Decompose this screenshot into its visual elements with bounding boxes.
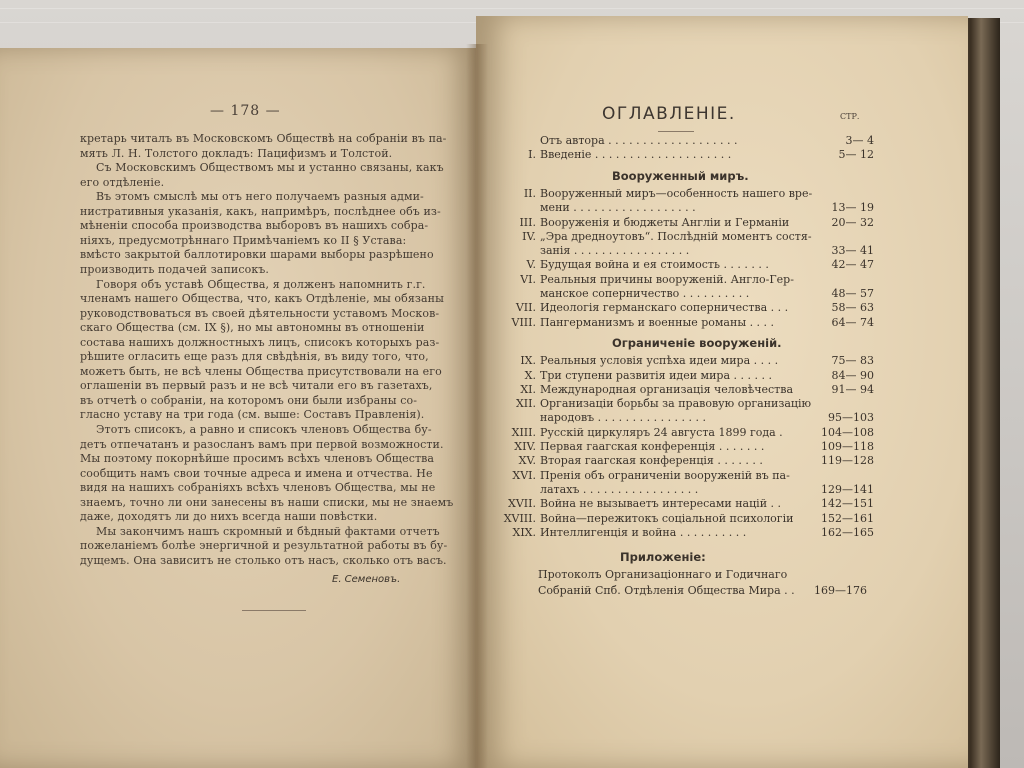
toc-entry (506, 230, 874, 244)
page-range: 33— 41 (831, 244, 874, 258)
chapter-title-cont: народовъ . . . . . . . . . . . . . . . . (540, 411, 707, 425)
chapter-title: Вооруженный миръ—особенность нашего вре- (540, 186, 813, 200)
text-line: пожеланіемъ болѣе энергичной и результатной работы въ бу- (80, 539, 448, 553)
toc-entry-continuation (506, 287, 874, 301)
text-line: членамъ нашего Общества, что, какъ Отдѣленіе, мы обязаны (80, 292, 444, 306)
page-range: 58— 63 (831, 301, 874, 315)
page-range: 104—108 (821, 425, 874, 439)
chapter-title: Война не вызываетъ интересами націй . . (540, 497, 782, 511)
page-range: 162—165 (821, 525, 874, 539)
chapter-title: Вооруженія и бюджеты Англіи и Германіи (540, 215, 790, 229)
toc-entry (506, 383, 874, 397)
text-line: Съ Московскимъ Обществомъ мы и устанно связаны, какъ (96, 161, 444, 175)
text-line: нистративныя указанія, какъ, напримѣръ, послѣднее объ из- (80, 204, 441, 218)
chapter-title: Война—пережитокъ соціальной психологіи (540, 511, 794, 525)
text-line: видя на нашихъ собраніяхъ всѣхъ членовъ Общества, мы не (80, 481, 436, 495)
toc-entry (506, 397, 874, 411)
text-line: знаемъ, точно ли они занесены въ наши списки, мы не знаемъ (80, 495, 454, 509)
toc-title: ОГЛАВЛЕНІЕ. (602, 104, 736, 124)
page-range: 142—151 (821, 497, 874, 511)
toc-entry-continuation (506, 201, 874, 215)
chapter-title: Интеллигенція и война . . . . . . . . . . (540, 525, 747, 539)
toc-entry (506, 148, 874, 162)
book-gutter (466, 44, 488, 768)
page-range: 3— 4 (845, 134, 874, 147)
toc-entry-continuation (506, 483, 874, 497)
chapter-title: Русскій циркуляръ 24 августа 1899 года . (540, 425, 783, 439)
chapter-title: Пренія объ ограниченіи вооруженій въ па- (540, 468, 790, 482)
text-line: сообщить намъ свои точные адреса и имена и отчества. Не (80, 466, 433, 480)
chapter-title: Идеологія германскаго соперничества . . . (540, 301, 789, 315)
chapter-number: XIX. (512, 525, 536, 539)
chapter-number: XV. (518, 454, 536, 468)
chapter-title: „Эра дредноутовъ“. Послѣдній моментъ состя- (540, 229, 812, 243)
page-column-label: СТР. (840, 112, 860, 121)
toc-entry (506, 354, 874, 368)
section-heading: Ограниченіе вооруженій. (612, 335, 782, 350)
page-range: 75— 83 (831, 354, 874, 368)
chapter-number: I. (528, 148, 536, 162)
chapter-title-cont: мени . . . . . . . . . . . . . . . . . . (540, 201, 696, 215)
toc-entry (506, 258, 874, 272)
page-range: 13— 19 (831, 201, 874, 215)
text-line: Мы закончимъ нашъ скромный и бѣдный фактами отчетъ (96, 524, 440, 538)
chapter-number: XIV. (514, 440, 536, 453)
page-range: 109—118 (821, 440, 874, 453)
text-line: производить подачей записокъ. (80, 262, 269, 276)
text-line: мять Л. Н. Толстого докладъ: Пацифизмъ и Толстой. (80, 146, 393, 160)
chapter-number: XVI. (512, 468, 536, 482)
toc-entry (506, 497, 874, 511)
text-line: мѣненіи способа производства выборовъ въ нашихъ собра- (80, 219, 429, 233)
text-line: оглашеніи въ первый разъ и не всѣ читали его въ газетахъ, (80, 379, 433, 393)
chapter-number: V. (526, 258, 536, 272)
chapter-title: Реальныя условія успѣха идеи мира . . . . (540, 354, 779, 368)
toc-entry-continuation (506, 411, 874, 425)
chapter-title: Пангерманизмъ и военные романы . . . . (540, 315, 775, 329)
page-range: 42— 47 (831, 258, 874, 272)
text-line: состава нашихъ должностныхъ лицъ, списокъ которыхъ раз- (80, 335, 440, 349)
text-line: можетъ быть, не всѣ члены Общества присутствовали на его (80, 364, 442, 378)
appendix-line: Собраній Спб. Отдѣленія Общества Мира . . (538, 583, 795, 597)
text-line: Мы поэтому покорнѣйше просимъ всѣхъ членовъ Общества (80, 452, 435, 466)
chapter-number: XIII. (511, 425, 536, 439)
appendix-line: Протоколъ Организаціоннаго и Годичнаго (538, 568, 788, 582)
page-range: 84— 90 (831, 368, 874, 382)
toc-entry (506, 454, 874, 468)
page-range: 20— 32 (831, 215, 874, 229)
toc-entry (506, 526, 874, 540)
text-line: детъ отпечатанъ и разосланъ вамъ при первой возможности. (80, 437, 444, 451)
page-range: 119—128 (821, 454, 874, 468)
chapter-title: Три ступени развитія идеи мира . . . . . . (540, 368, 772, 382)
chapter-number: XVIII. (503, 511, 536, 525)
signature: Е. Семеновъ. (332, 574, 401, 585)
chapter-title-cont: манское соперничество . . . . . . . . . . (540, 287, 750, 300)
chapter-number: XII. (515, 397, 536, 411)
chapter-title: Введеніе . . . . . . . . . . . . . . . . . . . . (540, 148, 732, 162)
page-range: 91— 94 (831, 382, 874, 396)
chapter-number: X. (524, 368, 536, 382)
chapter-number: IV. (522, 229, 536, 243)
page-range: 152—161 (821, 511, 874, 525)
text-line: въ отчетѣ о собраніи, на которомъ они были избраны со- (80, 393, 418, 407)
chapter-number: II. (523, 186, 536, 200)
appendix-page-range: 169—176 (814, 583, 867, 597)
chapter-title: Отъ автора . . . . . . . . . . . . . . . . . . . (540, 134, 738, 147)
chapter-title: Первая гаагская конференція . . . . . . . (540, 440, 765, 453)
text-line: Говоря объ уставѣ Общества, я долженъ напомнить г.г. (96, 277, 426, 291)
text-line: ніяхъ, предусмотрѣннаго Примѣчаніемъ ко II § Устава: (80, 233, 407, 247)
text-line: дущемъ. Она зависитъ не столько отъ насъ, сколько отъ васъ. (80, 553, 447, 567)
chapter-number: VIII. (511, 315, 536, 329)
text-line: руководствоваться въ своей дѣятельности уставомъ Москов- (80, 306, 440, 320)
section-heading: Вооруженный миръ. (612, 168, 749, 183)
text-line: вмѣсто закрытой баллотировки шарами выборы разрѣшено (80, 248, 434, 262)
chapter-title-cont: занія . . . . . . . . . . . . . . . . . (540, 244, 690, 258)
chapter-number: VI. (520, 272, 536, 286)
toc-entry (506, 369, 874, 383)
text-line: гласно уставу на три года (см. выше: Составъ Правленія). (80, 408, 425, 422)
appendix-heading: Приложеніе: (620, 550, 706, 565)
toc-entry (506, 426, 874, 440)
page-number: — 178 — (210, 103, 281, 119)
page-range: 64— 74 (831, 315, 874, 329)
page-range: 129—141 (821, 482, 874, 496)
toc-entry-continuation (506, 244, 874, 258)
chapter-number: III. (519, 215, 536, 229)
chapter-number: VII. (515, 301, 536, 315)
title-rule (658, 131, 694, 132)
text-line: скаго Общества (см. IX §), но мы автономны въ отношеніи (80, 321, 425, 335)
toc-entry (506, 469, 874, 483)
page-range: 48— 57 (831, 287, 874, 300)
text-line: его отдѣленіе. (80, 175, 165, 189)
chapter-number: IX. (520, 354, 536, 368)
toc-entry (503, 511, 874, 526)
toc-entry (506, 216, 874, 230)
chapter-number: XVII. (508, 497, 536, 511)
chapter-title: Международная организація человѣчества (540, 382, 794, 396)
chapter-title: Вторая гаагская конференція . . . . . . . (540, 454, 763, 468)
toc-entry (506, 301, 874, 315)
page-range: 5— 12 (838, 148, 874, 162)
chapter-title-cont: латахъ . . . . . . . . . . . . . . . . . (540, 482, 699, 496)
text-line: даже, доходятъ ли до нихъ всегда наши повѣстки. (80, 510, 378, 524)
chapter-title: Реальныя причины вооруженій. Англо-Гер- (540, 272, 794, 286)
toc-entry (506, 316, 874, 330)
text-line: Въ этомъ смыслѣ мы отъ него получаемъ разныя адми- (96, 190, 424, 204)
toc-entry (506, 440, 874, 454)
text-line: Этотъ списокъ, а равно и списокъ членовъ Общества бу- (96, 423, 432, 436)
chapter-number: XI. (520, 382, 536, 396)
text-line: кретарь читалъ въ Московскомъ Обществѣ на собраніи въ па- (80, 132, 447, 145)
toc-entry (506, 273, 874, 287)
divider (242, 610, 306, 611)
chapter-title: Организаціи борьбы за правовую организацію (540, 397, 812, 411)
table-surface (0, 8, 1024, 9)
toc-entry (506, 134, 874, 148)
chapter-title: Будущая война и ея стоимость . . . . . . . (540, 258, 769, 272)
page-range: 95—103 (828, 411, 874, 425)
text-line: рѣшите огласить еще разъ для свѣдѣнія, въ виду того, что, (80, 350, 429, 364)
toc-entry (506, 187, 874, 201)
